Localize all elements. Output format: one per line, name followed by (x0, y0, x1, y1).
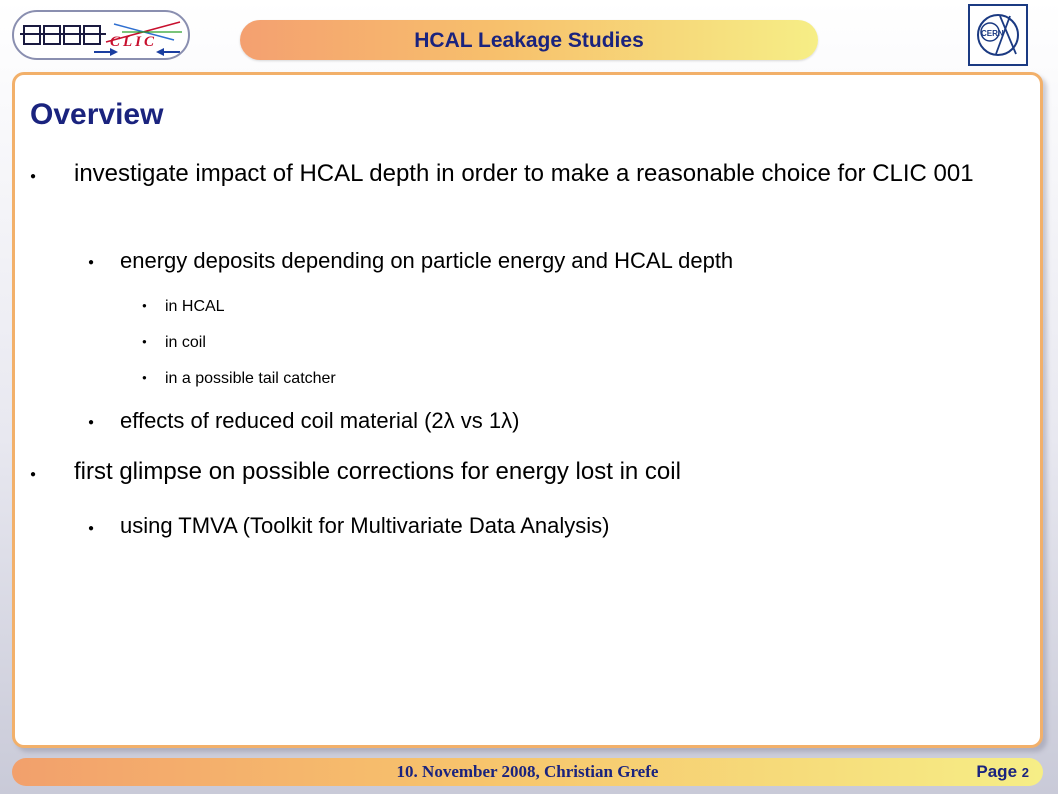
bullet-dot-icon: ● (142, 373, 147, 382)
cern-logo (968, 4, 1028, 66)
header-banner (240, 20, 818, 60)
bullet-item: investigate impact of HCAL depth in order to make a reasonable choice for CLIC 001 (74, 160, 974, 187)
bullet-item: in HCAL (165, 298, 225, 315)
bullet-dot-icon: ● (142, 337, 147, 346)
bullet-item: in coil (165, 334, 206, 351)
bullet-item: effects of reduced coil material (2λ vs 1λ) (120, 408, 520, 433)
bullet-item: first glimpse on possible corrections for energy lost in coil (74, 458, 681, 485)
page-number-value: 2 (1021, 765, 1029, 780)
footer-banner (12, 758, 1043, 786)
bullet-item: energy deposits depending on particle energy and HCAL depth (120, 248, 734, 273)
clic-logo-text: CLIC (110, 34, 158, 50)
clic-logo (12, 10, 190, 60)
bullet-dot-icon: ● (142, 301, 147, 310)
cern-emblem-icon (970, 6, 1026, 64)
bullet-item: using TMVA (Toolkit for Multivariate Data Analysis) (120, 513, 610, 538)
bullet-dot-icon: ● (88, 417, 95, 428)
cern-logo-text: CERN (981, 29, 1004, 38)
page-label: Page (976, 762, 1018, 781)
header-title: HCAL Leakage Studies (414, 29, 644, 52)
bullet-dot-icon: ● (30, 171, 37, 182)
footer-date-author: 10. November 2008, Christian Grefe (396, 762, 659, 781)
bullet-item: in a possible tail catcher (165, 370, 336, 387)
bullet-dot-icon: ● (88, 523, 95, 534)
slide-title: Overview (30, 98, 164, 131)
page-number (976, 762, 1029, 782)
bullet-dot-icon: ● (30, 469, 37, 480)
accelerator-diagram-icon (14, 12, 190, 60)
bullet-dot-icon: ● (88, 257, 95, 268)
